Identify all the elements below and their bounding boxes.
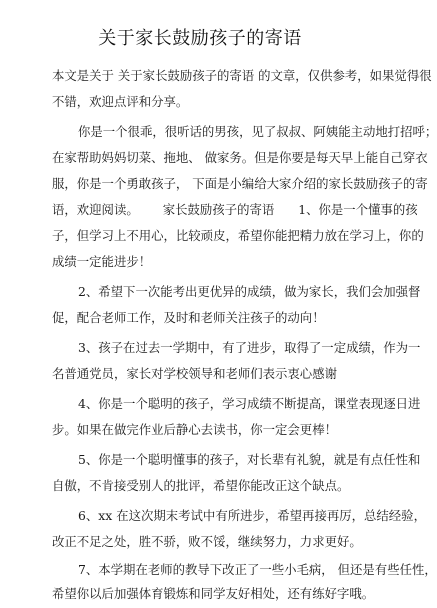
section-heading: 家长鼓励孩子的寄语 [162,202,275,217]
paragraph-line: 子，但学习上不用心，比较顽皮，希望你能把精力放在学习上，你的 [52,228,424,243]
paragraph-line: 在家帮助妈妈切菜、拖地、 做家务。但是你要是每天早上能自己穿衣 [52,150,428,165]
paragraph-line: 4、你是一个聪明的孩子，学习成绩不断提高，课堂表现逐日进 [78,396,421,411]
paragraph-line [52,202,418,218]
paragraph-line: 本文是关于 关于家长鼓励孩子的寄语 的文章，仅供参考，如果觉得很 [52,68,432,83]
paragraph-line: 不错，欢迎点评和分享。 [52,94,189,109]
paragraph-line: 服，你是一个勇敢孩子， 下面是小编给大家介绍的家长鼓励孩子的寄 [52,176,428,191]
paragraph-line: 希望你以后加强体育锻炼和同学友好相处，还有练好字哦。 [52,586,375,601]
paragraph-line: 步。如果在做完作业后静心去读书，你一定会更棒！ [52,422,337,437]
paragraph-line: 名普通党员，家长对学校领导和老师们表示衷心感谢 [52,366,337,381]
paragraph-line: 7、本学期在老师的教导下改正了一些小毛病， 但还是有些任性， [78,562,437,577]
paragraph-line: 成绩一定能进步！ [52,254,152,269]
item-1-start: 1、你是一个懂事的孩 [298,202,418,217]
document-title: 关于家长鼓励孩子的寄语 [98,28,302,49]
paragraph-line: 改正不足之处，胜不骄，败不馁，继续努力，力求更好。 [52,534,362,549]
paragraph-line: 6、xx 在这次期末考试中有所进步，希望再接再厉，总结经验， [78,508,426,523]
paragraph-line: 5、你是一个聪明懂事的孩子，对长辈有礼貌，就是有点任性和 [78,452,421,467]
paragraph-line: 2、希望下一次能考出更优异的成绩，做为家长，我们会加强督 [78,284,421,299]
paragraph-line: 你是一个很乖，很听话的男孩，见了叔叔、阿姨能主动地打招呼； [78,124,437,139]
intro-end: 语，欢迎阅读。 [52,202,139,217]
paragraph-line: 3、孩子在过去一学期中，有了进步，取得了一定成绩，作为一 [78,340,421,355]
paragraph-line: 自傲，不肯接受别人的批评，希望你能改正这个缺点。 [52,478,350,493]
paragraph-line: 促，配合老师工作，及时和老师关注孩子的动向！ [52,310,325,325]
